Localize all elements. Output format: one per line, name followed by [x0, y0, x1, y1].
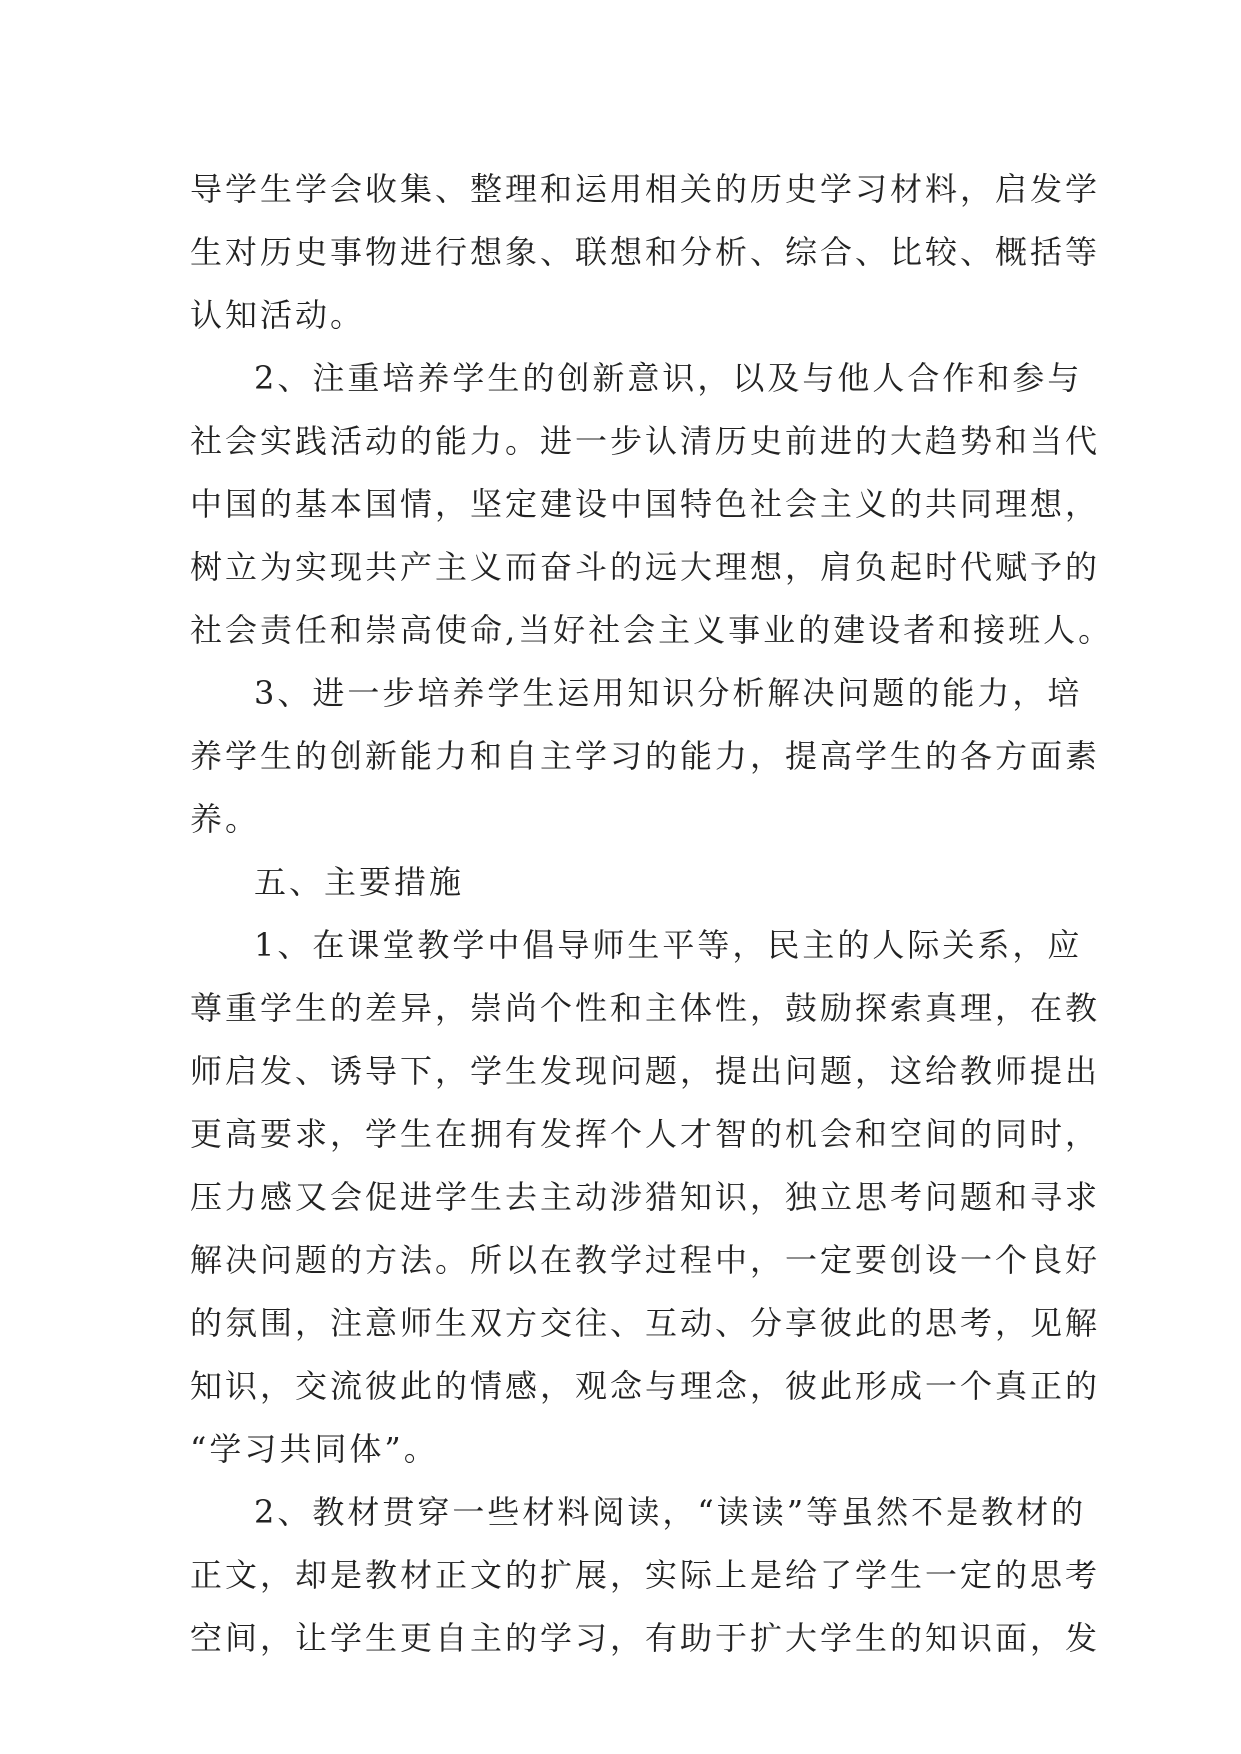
section-heading: 五、主要措施 [254, 863, 465, 901]
text-line: 压力感又会促进学生去主动涉猎知识，独立思考问题和寻求 [190, 1178, 1101, 1216]
text-line: 尊重学生的差异，崇尚个性和主体性，鼓励探索真理，在教 [190, 989, 1101, 1027]
text-line: 2、教材贯穿一些材料阅读，“读读”等虽然不是教材的 [254, 1493, 1087, 1531]
text-line: 3、进一步培养学生运用知识分析解决问题的能力，培 [254, 674, 1083, 712]
text-line: 树立为实现共产主义而奋斗的远大理想，肩负起时代赋予的 [190, 548, 1101, 586]
text-line: 正文，却是教材正文的扩展，实际上是给了学生一定的思考 [190, 1556, 1101, 1594]
text-line: 认知活动。 [190, 296, 366, 334]
text-line: 解决问题的方法。所以在教学过程中，一定要创设一个良好 [190, 1241, 1101, 1279]
document-body [190, 158, 1114, 1670]
text-line: 社会责任和崇高使命,当好社会主义事业的建设者和接班人。 [190, 611, 1114, 649]
text-line: 1、在课堂教学中倡导师生平等，民主的人际关系，应 [254, 926, 1083, 964]
text-line: “学习共同体”。 [190, 1430, 439, 1468]
text-line: 中国的基本国情，坚定建设中国特色社会主义的共同理想， [190, 485, 1101, 523]
text-line: 养学生的创新能力和自主学习的能力，提高学生的各方面素 [190, 737, 1101, 775]
text-line: 知识，交流彼此的情感，观念与理念，彼此形成一个真正的 [190, 1367, 1101, 1405]
text-line: 生对历史事物进行想象、联想和分析、综合、比较、概括等 [190, 233, 1101, 271]
text-line: 空间，让学生更自主的学习，有助于扩大学生的知识面，发 [190, 1619, 1101, 1657]
text-line: 2、注重培养学生的创新意识，以及与他人合作和参与 [254, 359, 1083, 397]
text-line: 更高要求，学生在拥有发挥个人才智的机会和空间的同时， [190, 1115, 1101, 1153]
text-line: 的氛围，注意师生双方交往、互动、分享彼此的思考，见解 [190, 1304, 1101, 1342]
text-line: 导学生学会收集、整理和运用相关的历史学习材料，启发学 [190, 170, 1101, 208]
text-line: 师启发、诱导下，学生发现问题，提出问题，这给教师提出 [190, 1052, 1101, 1090]
text-line: 社会实践活动的能力。进一步认清历史前进的大趋势和当代 [190, 422, 1101, 460]
text-line: 养。 [190, 800, 261, 838]
